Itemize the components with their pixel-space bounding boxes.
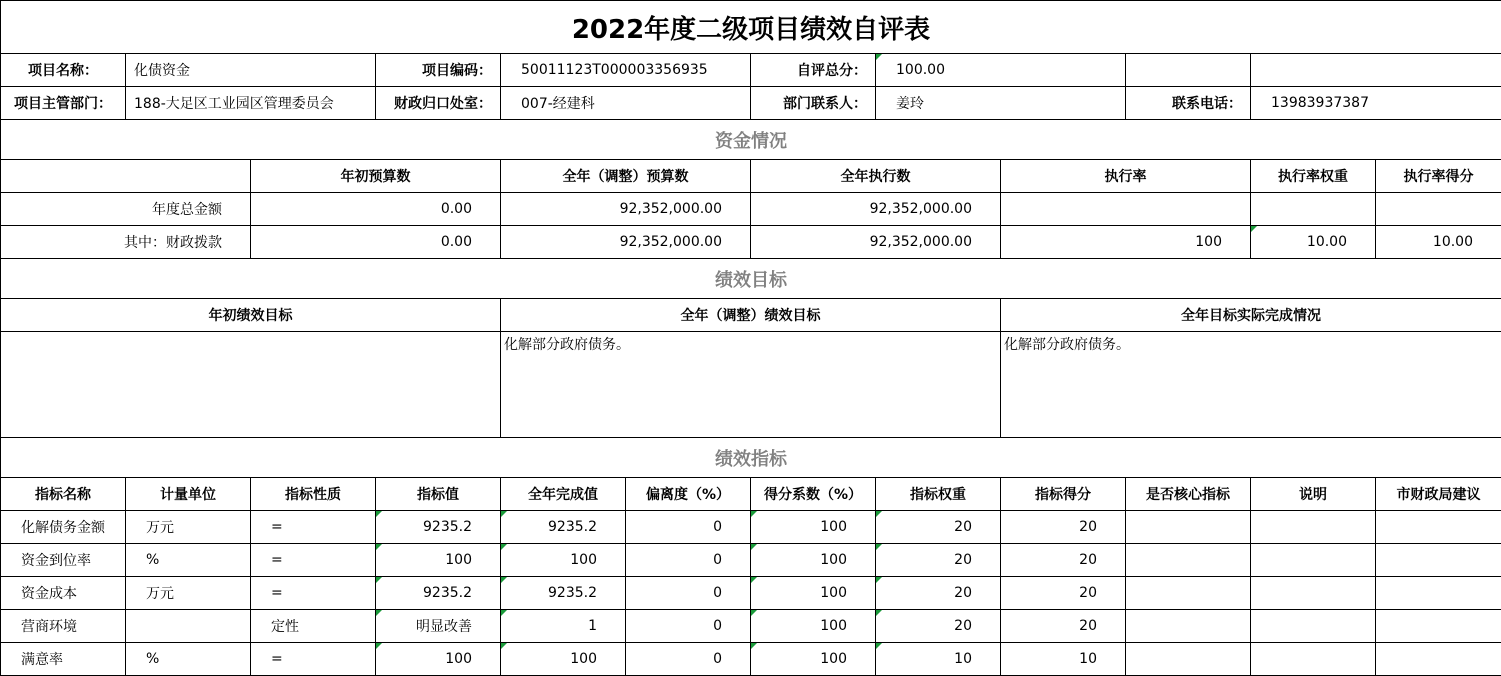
indicator-header: 是否核心指标 — [1126, 478, 1251, 511]
indicator-weight: 10 — [876, 643, 1001, 676]
goals-actual-text: 化解部分政府债务。 — [1001, 332, 1501, 438]
indicator-unit: % — [126, 544, 251, 577]
indicator-deviation: 0 — [626, 610, 751, 643]
indicator-nature: 定性 — [251, 610, 376, 643]
indicator-header: 说明 — [1251, 478, 1376, 511]
indicator-core — [1126, 643, 1251, 676]
project-name-label: 项目名称： — [1, 54, 126, 87]
indicator-name: 资金成本 — [1, 577, 126, 610]
funds-section-title: 资金情况 — [1, 120, 1501, 160]
indicator-suggest — [1376, 544, 1501, 577]
goals-header-actual: 全年目标实际完成情况 — [1001, 299, 1501, 332]
funds-score-cell — [1376, 193, 1501, 226]
indicator-score: 10 — [1001, 643, 1126, 676]
indicator-value: 100 — [376, 643, 501, 676]
funds-weight-cell: 10.00 — [1251, 226, 1376, 259]
indicator-completed: 9235.2 — [501, 577, 626, 610]
indicator-nature: = — [251, 511, 376, 544]
indicator-unit: 万元 — [126, 511, 251, 544]
funds-initial-cell: 0.00 — [251, 226, 501, 259]
funds-rate-cell: 100 — [1001, 226, 1251, 259]
indicator-unit: 万元 — [126, 577, 251, 610]
indicator-core — [1126, 544, 1251, 577]
self-score-label: 自评总分： — [751, 54, 876, 87]
indicator-note — [1251, 643, 1376, 676]
indicator-weight: 20 — [876, 511, 1001, 544]
indicator-value: 9235.2 — [376, 577, 501, 610]
phone-value: 13983937387 — [1251, 87, 1501, 120]
table-row — [1, 193, 1501, 226]
funds-header-score: 执行率得分 — [1376, 160, 1501, 193]
indicator-score: 20 — [1001, 511, 1126, 544]
indicator-deviation: 0 — [626, 643, 751, 676]
phone-label: 联系电话： — [1126, 87, 1251, 120]
indicator-score: 20 — [1001, 610, 1126, 643]
indicator-core — [1126, 511, 1251, 544]
indicators-section-title: 绩效指标 — [1, 438, 1501, 478]
empty-cell — [1, 160, 251, 193]
goals-initial-text — [1, 332, 501, 438]
indicator-name: 满意率 — [1, 643, 126, 676]
table-row — [1, 577, 1501, 610]
indicator-weight: 20 — [876, 610, 1001, 643]
table-row — [1, 643, 1501, 676]
indicator-suggest — [1376, 643, 1501, 676]
funds-adjusted-cell: 92,352,000.00 — [501, 226, 751, 259]
indicator-completed: 1 — [501, 610, 626, 643]
table-row — [1, 511, 1501, 544]
funds-row-label: 年度总金额 — [1, 193, 251, 226]
indicator-header: 全年完成值 — [501, 478, 626, 511]
indicator-completed: 100 — [501, 643, 626, 676]
project-code-value: 50011123T000003356935 — [501, 54, 751, 87]
contact-value: 姜玲 — [876, 87, 1126, 120]
indicator-core — [1126, 577, 1251, 610]
indicator-score: 20 — [1001, 577, 1126, 610]
indicator-completed: 9235.2 — [501, 511, 626, 544]
funds-header-weight: 执行率权重 — [1251, 160, 1376, 193]
table-row — [1, 226, 1501, 259]
project-code-label: 项目编码： — [376, 54, 501, 87]
form-title: 2022年度二级项目绩效自评表 — [1, 1, 1501, 54]
indicator-deviation: 0 — [626, 577, 751, 610]
indicator-note — [1251, 577, 1376, 610]
indicator-value: 9235.2 — [376, 511, 501, 544]
indicator-nature: = — [251, 544, 376, 577]
indicator-coef: 100 — [751, 511, 876, 544]
indicator-suggest — [1376, 511, 1501, 544]
indicator-completed: 100 — [501, 544, 626, 577]
project-name-value: 化债资金 — [126, 54, 376, 87]
indicator-weight: 20 — [876, 544, 1001, 577]
indicator-header: 指标得分 — [1001, 478, 1126, 511]
indicator-nature: = — [251, 577, 376, 610]
indicator-unit — [126, 610, 251, 643]
indicator-nature: = — [251, 643, 376, 676]
indicator-coef: 100 — [751, 643, 876, 676]
funds-adjusted-cell: 92,352,000.00 — [501, 193, 751, 226]
dept-value: 188-大足区工业园区管理委员会 — [126, 87, 376, 120]
indicator-header: 计量单位 — [126, 478, 251, 511]
indicator-header: 指标值 — [376, 478, 501, 511]
indicator-header: 市财政局建议 — [1376, 478, 1501, 511]
funds-header-rate: 执行率 — [1001, 160, 1251, 193]
dept-label: 项目主管部门： — [1, 87, 126, 120]
table-row — [1, 610, 1501, 643]
indicator-weight: 20 — [876, 577, 1001, 610]
indicator-note — [1251, 511, 1376, 544]
indicator-note — [1251, 544, 1376, 577]
indicator-name: 化解债务金额 — [1, 511, 126, 544]
indicator-header: 偏离度（%） — [626, 478, 751, 511]
indicator-name: 营商环境 — [1, 610, 126, 643]
funds-weight-cell — [1251, 193, 1376, 226]
empty-cell — [1126, 54, 1251, 87]
funds-header-adjusted: 全年（调整）预算数 — [501, 160, 751, 193]
indicator-coef: 100 — [751, 544, 876, 577]
indicator-note — [1251, 610, 1376, 643]
empty-cell — [1251, 54, 1501, 87]
funds-header-initial: 年初预算数 — [251, 160, 501, 193]
indicator-unit: % — [126, 643, 251, 676]
indicator-header: 指标性质 — [251, 478, 376, 511]
funds-score-cell: 10.00 — [1376, 226, 1501, 259]
indicator-suggest — [1376, 577, 1501, 610]
funds-row-label: 其中：财政拨款 — [1, 226, 251, 259]
indicator-header: 得分系数（%） — [751, 478, 876, 511]
indicator-coef: 100 — [751, 577, 876, 610]
indicator-value: 明显改善 — [376, 610, 501, 643]
goals-adjusted-text: 化解部分政府债务。 — [501, 332, 1001, 438]
funds-header-executed: 全年执行数 — [751, 160, 1001, 193]
indicator-deviation: 0 — [626, 544, 751, 577]
goals-section-title: 绩效目标 — [1, 259, 1501, 299]
table-row — [1, 544, 1501, 577]
finance-office-label: 财政归口处室： — [376, 87, 501, 120]
indicator-header: 指标名称 — [1, 478, 126, 511]
indicator-score: 20 — [1001, 544, 1126, 577]
goals-header-adjusted: 全年（调整）绩效目标 — [501, 299, 1001, 332]
indicator-coef: 100 — [751, 610, 876, 643]
indicator-value: 100 — [376, 544, 501, 577]
finance-office-value: 007-经建科 — [501, 87, 751, 120]
indicator-core — [1126, 610, 1251, 643]
indicator-header: 指标权重 — [876, 478, 1001, 511]
goals-header-initial: 年初绩效目标 — [1, 299, 501, 332]
funds-rate-cell — [1001, 193, 1251, 226]
indicator-deviation: 0 — [626, 511, 751, 544]
contact-label: 部门联系人： — [751, 87, 876, 120]
indicator-name: 资金到位率 — [1, 544, 126, 577]
indicator-suggest — [1376, 610, 1501, 643]
funds-executed-cell: 92,352,000.00 — [751, 193, 1001, 226]
funds-initial-cell: 0.00 — [251, 193, 501, 226]
self-score-value: 100.00 — [876, 54, 1126, 87]
funds-executed-cell: 92,352,000.00 — [751, 226, 1001, 259]
